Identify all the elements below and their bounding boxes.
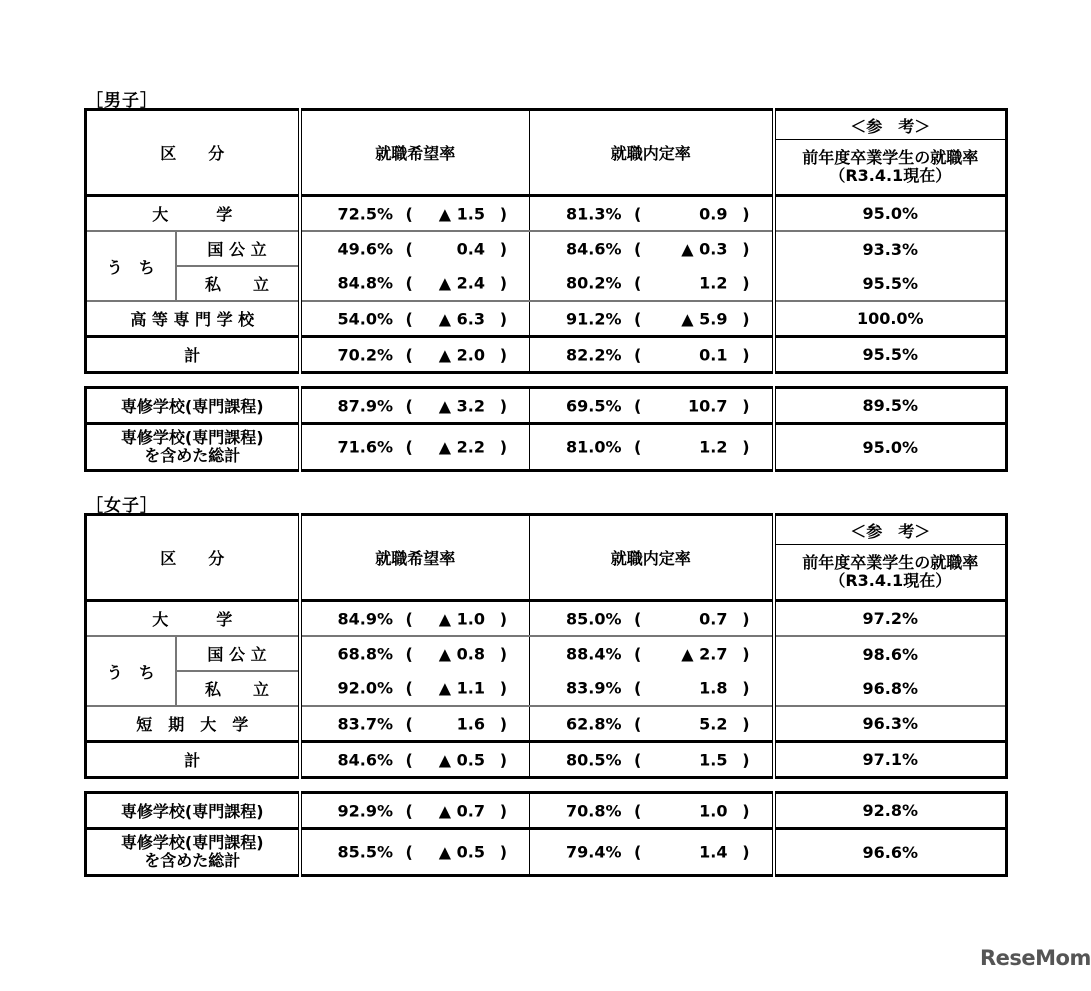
offer-cell: 84.6% ( ▲ 0.3 ) — [530, 231, 774, 266]
row-label-junior-college: 短 期 大 学 — [86, 706, 300, 742]
resemom-watermark-logo: ReseMom — [980, 946, 1091, 970]
row-label-university: 大 学 — [86, 196, 300, 232]
male-main-table — [84, 108, 1008, 374]
hope-cell: 49.6% ( 0.4 ) — [300, 231, 530, 266]
reference-cell: 100.0% — [774, 301, 1007, 337]
reference-description — [774, 545, 1007, 601]
reference-description — [774, 140, 1007, 196]
category-header: 区 分 — [86, 110, 300, 196]
offer-cell: 88.4% ( ▲ 2.7 ) — [530, 636, 774, 671]
row-label-total: 計 — [86, 742, 300, 778]
hope-cell: 84.9% ( ▲ 1.0 ) — [300, 601, 530, 637]
row-label-senshu: 専修学校(専門課程) — [86, 388, 300, 424]
reference-cell: 95.0% — [774, 196, 1007, 232]
reference-cell: 97.1% — [774, 742, 1007, 778]
offer-rate-header: 就職内定率 — [530, 110, 774, 196]
offer-cell: 69.5% ( 10.7 ) — [530, 388, 774, 424]
offer-cell: 70.8% ( 1.0 ) — [530, 793, 774, 829]
hope-cell: 83.7% ( 1.6 ) — [300, 706, 530, 742]
hope-cell: 92.9% ( ▲ 0.7 ) — [300, 793, 530, 829]
category-header: 区 分 — [86, 515, 300, 601]
reference-cell: 89.5% — [774, 388, 1007, 424]
female-main-table — [84, 513, 1008, 779]
offer-cell: 62.8% ( 5.2 ) — [530, 706, 774, 742]
reference-cell: 95.0% — [774, 424, 1007, 471]
row-label-public: 国 公 立 — [176, 231, 300, 266]
row-label-grand-total: 専修学校(専門課程) を含めた総計 — [86, 829, 300, 876]
reference-cell: 96.6% — [774, 829, 1007, 876]
hope-cell: 68.8% ( ▲ 0.8 ) — [300, 636, 530, 671]
reference-header: ＜参 考＞ — [774, 515, 1007, 545]
offer-cell: 83.9% ( 1.8 ) — [530, 671, 774, 706]
hope-cell: 70.2% ( ▲ 2.0 ) — [300, 337, 530, 373]
hope-cell: 72.5% ( ▲ 1.5 ) — [300, 196, 530, 232]
female-section-title: ［女子］ — [86, 496, 158, 516]
reference-description-line1: 前年度卒業学生の就職率 — [802, 553, 979, 572]
offer-cell: 80.2% ( 1.2 ) — [530, 266, 774, 301]
reference-description-line2: （R3.4.1現在） — [829, 166, 952, 185]
uchi-label: う ち — [86, 636, 176, 706]
reference-header: ＜参 考＞ — [774, 110, 1007, 140]
reference-cell: 95.5% — [774, 266, 1007, 301]
reference-cell: 96.8% — [774, 671, 1007, 706]
reference-cell: 97.2% — [774, 601, 1007, 637]
hope-cell: 87.9% ( ▲ 3.2 ) — [300, 388, 530, 424]
row-label-private: 私 立 — [176, 266, 300, 301]
row-label-grand-total: 専修学校(専門課程) を含めた総計 — [86, 424, 300, 471]
reference-cell: 98.6% — [774, 636, 1007, 671]
hope-rate-header: 就職希望率 — [300, 110, 530, 196]
row-label-total: 計 — [86, 337, 300, 373]
offer-cell: 81.0% ( 1.2 ) — [530, 424, 774, 471]
male-senshu-table — [84, 386, 1008, 472]
row-label-senshu: 専修学校(専門課程) — [86, 793, 300, 829]
offer-cell: 91.2% ( ▲ 5.9 ) — [530, 301, 774, 337]
reference-description-line1: 前年度卒業学生の就職率 — [802, 148, 979, 167]
reference-cell: 92.8% — [774, 793, 1007, 829]
reference-cell: 95.5% — [774, 337, 1007, 373]
reference-description-line2: （R3.4.1現在） — [829, 571, 952, 590]
offer-cell: 85.0% ( 0.7 ) — [530, 601, 774, 637]
offer-cell: 79.4% ( 1.4 ) — [530, 829, 774, 876]
hope-cell: 92.0% ( ▲ 1.1 ) — [300, 671, 530, 706]
reference-cell: 93.3% — [774, 231, 1007, 266]
offer-cell: 81.3% ( 0.9 ) — [530, 196, 774, 232]
row-label-private: 私 立 — [176, 671, 300, 706]
hope-cell: 71.6% ( ▲ 2.2 ) — [300, 424, 530, 471]
female-senshu-table — [84, 791, 1008, 877]
offer-rate-header: 就職内定率 — [530, 515, 774, 601]
row-label-technical-college: 高 等 専 門 学 校 — [86, 301, 300, 337]
row-label-university: 大 学 — [86, 601, 300, 637]
male-section-title: ［男子］ — [86, 91, 158, 111]
uchi-label: う ち — [86, 231, 176, 301]
hope-cell: 84.6% ( ▲ 0.5 ) — [300, 742, 530, 778]
row-label-public: 国 公 立 — [176, 636, 300, 671]
hope-rate-header: 就職希望率 — [300, 515, 530, 601]
reference-cell: 96.3% — [774, 706, 1007, 742]
hope-cell: 54.0% ( ▲ 6.3 ) — [300, 301, 530, 337]
hope-cell: 85.5% ( ▲ 0.5 ) — [300, 829, 530, 876]
hope-cell: 84.8% ( ▲ 2.4 ) — [300, 266, 530, 301]
offer-cell: 80.5% ( 1.5 ) — [530, 742, 774, 778]
offer-cell: 82.2% ( 0.1 ) — [530, 337, 774, 373]
